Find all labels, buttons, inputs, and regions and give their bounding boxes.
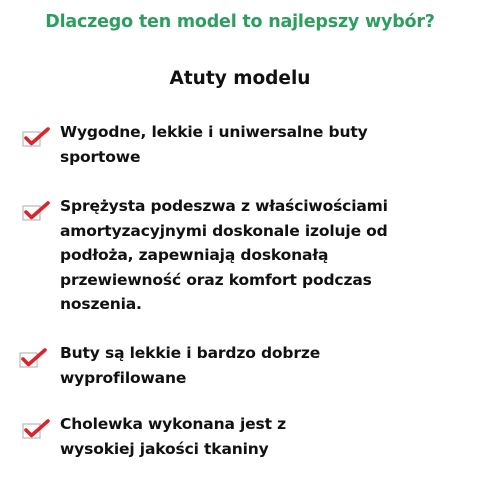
red-check-icon [21, 200, 51, 222]
red-check-icon [21, 418, 51, 440]
list-item-text: Wygodne, lekkie i uniwersalne buty sportowe [60, 123, 368, 166]
page-headline: Dlaczego ten model to najlepszy wybór? [45, 12, 435, 32]
red-check-icon [18, 347, 48, 369]
list-item-text: Cholewka wykonana jest z wysokiej jakości tkaniny [60, 415, 286, 458]
list-item-text: Buty są lekkie i bardzo dobrze wyprofilowane [60, 344, 321, 387]
list-item-text: Sprężysta podeszwa z właściwościami amortyzacyjnymi doskonale izoluje od podłoża, zapewniają doskonałą przewiewność oraz komfort podczas noszenia. [60, 197, 388, 313]
section-title: Atuty modelu [169, 68, 311, 89]
red-check-icon [21, 126, 51, 148]
